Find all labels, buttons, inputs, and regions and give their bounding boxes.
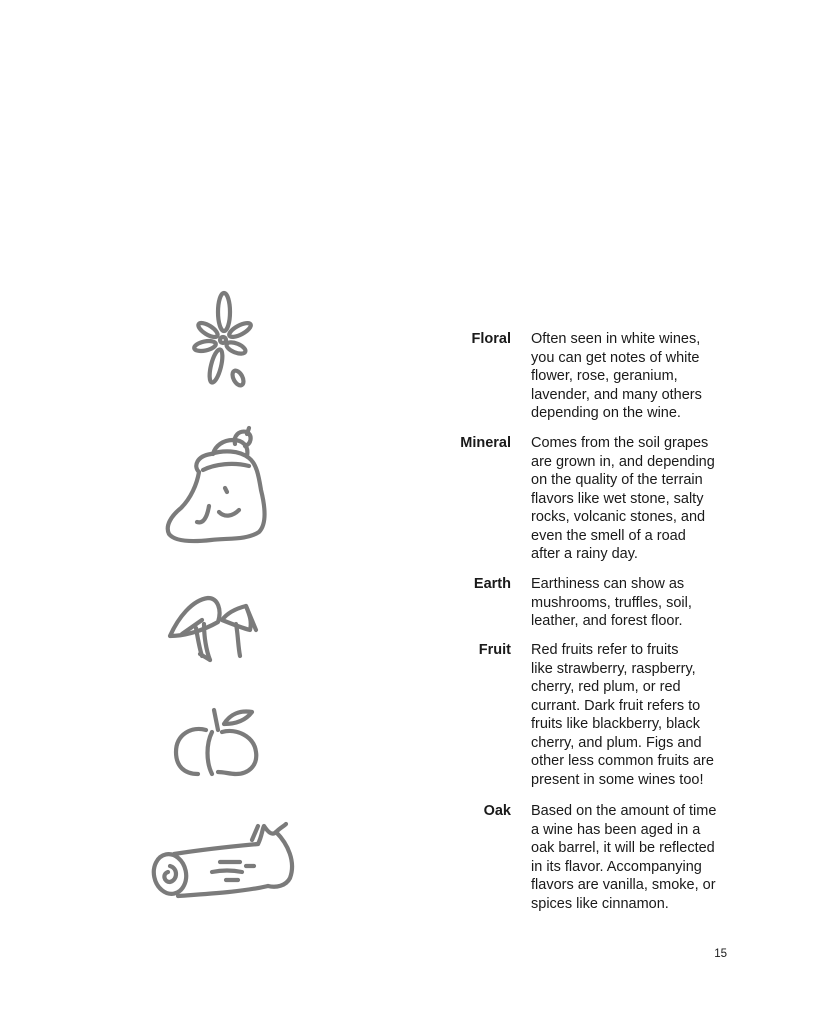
term-label: Oak: [483, 803, 511, 819]
term-label: Fruit: [478, 642, 511, 658]
apple-icon: [172, 704, 262, 784]
term-description: Comes from the soil grapes are grown in, and depending on the quality of the terrain flavors like wet stone, salty rocks, volcanic stones, and even the smell of a road after a rainy day.: [531, 435, 715, 562]
term-label: Earth: [473, 576, 511, 592]
term-label: Mineral: [460, 435, 511, 451]
rock-icon: [163, 426, 273, 546]
page-number: 15: [714, 948, 727, 960]
flower-icon: [188, 290, 258, 390]
term-description: Red fruits refer to fruits like strawberry, raspberry, cherry, red plum, or red currant. Dark fruit refers to fruits like blackberry, black cherry, and plum. Figs and other less common fruits are present in some wines too!: [531, 642, 714, 788]
term-label: Floral: [471, 331, 511, 347]
log-icon: [150, 822, 300, 907]
term-description: Earthiness can show as mushrooms, truffles, soil, leather, and forest floor.: [531, 576, 692, 629]
mushroom-icon: [166, 594, 266, 664]
term-description: Often seen in white wines, you can get notes of white flower, rose, geranium, lavender, and many others depending on the wine.: [531, 331, 702, 421]
term-description: Based on the amount of time a wine has been aged in a oak barrel, it will be reflected in its flavor. Accompanying flavors are vanilla, smoke, or spices like cinnamon.: [531, 803, 717, 912]
